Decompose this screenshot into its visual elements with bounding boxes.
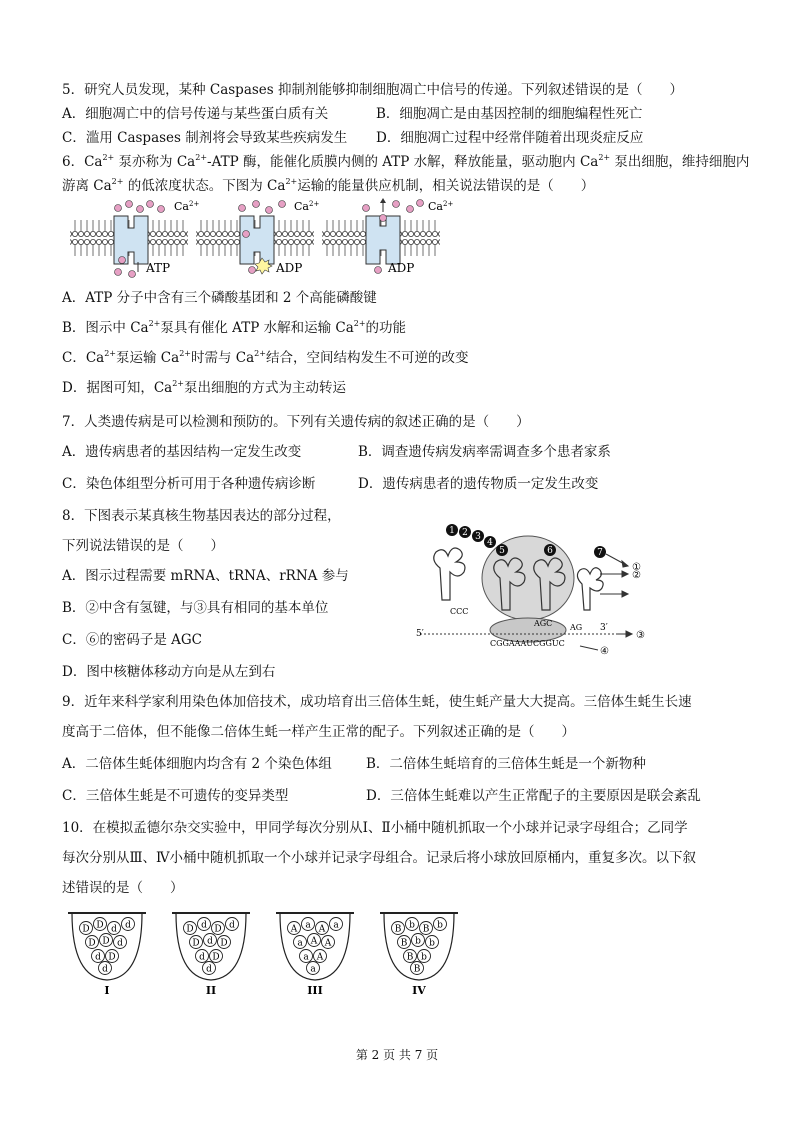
- ball-letter: d: [201, 920, 207, 931]
- q5-option-d: D．细胞凋亡过程中经常伴随着出现炎症反应: [376, 130, 644, 146]
- ball-letter: D: [102, 936, 110, 947]
- ball-letter: b: [415, 936, 421, 947]
- q9-option-a: A．二倍体生蚝体细胞内均含有 2 个染色体组: [62, 756, 332, 772]
- q6-option-a: A．ATP 分子中含有三个磷酸基团和 2 个高能磷酸键: [62, 290, 377, 306]
- circle-2: 2: [462, 528, 468, 538]
- q10-stem-line1: 10．在模拟孟德尔杂交实验中，甲同学每次分别从Ⅰ、Ⅱ小桶中随机抓取一个小球并记录字母组合；乙同学: [62, 820, 688, 836]
- bucket-3: [276, 913, 354, 997]
- ball-letter: D: [212, 952, 220, 963]
- ball-letter: b: [421, 952, 427, 963]
- q10-stem-line2: 每次分别从Ⅲ、Ⅳ小桶中随机抓取一个小球并记录字母组合。记录后将小球放回原桶内，重复多次。以下叙: [62, 850, 697, 866]
- ball-letter: d: [95, 952, 101, 963]
- circle-5: 5: [499, 546, 505, 556]
- label-c4: ④: [600, 646, 609, 657]
- ball-letter: d: [102, 964, 108, 975]
- label-c1: ①: [632, 562, 641, 573]
- q9-option-d: D．三倍体生蚝难以产生正常配子的主要原因是联会紊乱: [366, 788, 701, 804]
- ball-letter: B: [413, 964, 421, 975]
- buckets-figure: [68, 908, 488, 998]
- membrane-panel-2: [196, 200, 319, 275]
- translation-figure: [410, 518, 660, 658]
- ball-letter: b: [437, 920, 443, 931]
- circle-1: 1: [449, 526, 455, 536]
- ball-letter: A: [316, 952, 324, 963]
- ball-letter: a: [333, 920, 339, 931]
- ball-letter: D: [108, 952, 116, 963]
- ball-letter: D: [214, 924, 222, 935]
- ag-label: AG: [570, 623, 583, 632]
- label-c2: ②: [632, 570, 641, 581]
- ball-letter: b: [429, 938, 435, 949]
- ball-letter: A: [324, 938, 332, 949]
- ca-pump-figure: [66, 198, 466, 278]
- ball-letter: B: [394, 924, 402, 935]
- ball-letter: a: [310, 964, 316, 975]
- ball-letter: b: [409, 920, 415, 931]
- ball-letter: D: [192, 938, 200, 949]
- mrna-5prime: 5′: [416, 629, 424, 639]
- ca-label-3: $Ca^{2+}$: [428, 200, 454, 213]
- q5-option-a: A．细胞凋亡中的信号传递与某些蛋白质有关: [62, 106, 329, 122]
- ball-letter: d: [206, 964, 212, 975]
- adp-label-1: ADP: [276, 261, 303, 275]
- q6-stem-line1: 6．$Ca^{2+}$ 泵亦称为 $Ca^{2+}$-ATP 酶，能催化质膜内侧的 ATP 水解，释放能量，驱动胞内 $Ca^{2+}$ 泵出细胞，维持细胞内: [62, 153, 750, 170]
- ball-letter: B: [406, 952, 414, 963]
- bucket-label: I: [104, 984, 110, 997]
- anticodon-agc: AGC: [534, 619, 553, 628]
- q7-stem: 7．人类遗传病是可以检测和预防的。下列有关遗传病的叙述正确的是（ ）: [62, 414, 530, 430]
- q8-option-c: C．⑥的密码子是 AGC: [62, 632, 202, 648]
- bucket-label: III: [307, 984, 323, 997]
- ca-label-1: $Ca^{2+}$: [174, 200, 200, 213]
- ball-letter: d: [229, 920, 235, 931]
- q6-stem-line2: 游离 $Ca^{2+}$ 的低浓度状态。下图为 $Ca^{2+}$运输的能量供应机制，相关说法错误的是（ ）: [62, 177, 595, 194]
- label-c3: ③: [636, 630, 645, 641]
- mrna-3prime: 3′: [600, 623, 608, 633]
- ball-letter: d: [117, 938, 123, 949]
- ball-letter: d: [199, 952, 205, 963]
- q9-stem-line2: 度高于二倍体，但不能像二倍体生蚝一样产生正常的配子。下列叙述正确的是（ ）: [62, 724, 575, 740]
- ball-letter: a: [305, 920, 311, 931]
- ball-letter: A: [310, 936, 318, 947]
- q5-stem: 5．研究人员发现，某种 Caspases 抑制剂能够抑制细胞凋亡中信号的传递。下列叙述错误的是（ ）: [62, 82, 684, 98]
- bucket-2: [172, 913, 250, 997]
- ball-letter: A: [318, 924, 326, 935]
- ball-letter: d: [111, 924, 117, 935]
- circle-4: 4: [487, 538, 493, 548]
- q9-stem-line1: 9．近年来科学家利用染色体加倍技术，成功培育出三倍体生蚝，使生蚝产量大大提高。三倍体生蚝生长速: [62, 694, 692, 710]
- ball-letter: d: [125, 920, 131, 931]
- ball-letter: d: [207, 936, 213, 947]
- q7-option-d: D．遗传病患者的遗传物质一定发生改变: [358, 476, 599, 492]
- q8-stem-line2: 下列说法错误的是（ ）: [62, 538, 224, 554]
- circle-7: 7: [597, 548, 603, 558]
- mrna-sequence: CGGAAAUCGGUC: [490, 639, 565, 648]
- bucket-4: [380, 913, 458, 997]
- page-footer: 第 2 页 共 7 页: [355, 1048, 439, 1062]
- membrane-panel-3: [322, 198, 453, 275]
- ball-letter: D: [96, 920, 104, 931]
- adp-label-2: ADP: [388, 261, 415, 275]
- ball-letter: D: [88, 938, 96, 949]
- bucket-label: IV: [412, 984, 426, 997]
- ball-letter: B: [400, 938, 408, 949]
- q8-option-a: A．图示过程需要 mRNA、tRNA、rRNA 参与: [62, 568, 349, 584]
- q8-option-d: D．图中核糖体移动方向是从左到右: [62, 664, 276, 680]
- circle-6: 6: [547, 546, 553, 556]
- bucket-1: [68, 913, 146, 997]
- q6-option-c: C．$Ca^{2+}$泵运输 $Ca^{2+}$时需与 $Ca^{2+}$结合，空间结构发生不可逆的改变: [62, 349, 469, 366]
- ball-letter: A: [290, 924, 298, 935]
- q8-stem-line1: 8．下图表示某真核生物基因表达的部分过程，: [62, 508, 341, 524]
- q7-option-a: A．遗传病患者的基因结构一定发生改变: [62, 444, 302, 460]
- q9-option-c: C．三倍体生蚝是不可遗传的变异类型: [62, 788, 289, 804]
- q5-option-b: B．细胞凋亡是由基因控制的细胞编程性死亡: [376, 106, 643, 122]
- q6-option-b: B．图示中 $Ca^{2+}$泵具有催化 ATP 水解和运输 $Ca^{2+}$的功能: [62, 319, 407, 336]
- ca-label-2: $Ca^{2+}$: [294, 200, 320, 213]
- q9-option-b: B．二倍体生蚝培育的三倍体生蚝是一个新物种: [366, 756, 646, 772]
- ball-letter: D: [220, 938, 228, 949]
- q8-option-b: B．②中含有氢键，与③具有相同的基本单位: [62, 600, 329, 616]
- membrane-panel-1: [70, 200, 199, 278]
- ball-letter: a: [297, 938, 303, 949]
- q7-option-b: B．调查遗传病发病率需调查多个患者家系: [358, 444, 611, 460]
- circle-3: 3: [475, 532, 481, 542]
- q7-option-c: C．染色体组型分析可用于各种遗传病诊断: [62, 476, 316, 492]
- bucket-label: II: [205, 984, 217, 997]
- q6-option-d: D．据图可知，$Ca^{2+}$泵出细胞的方式为主动转运: [62, 379, 346, 396]
- ball-letter: B: [422, 924, 430, 935]
- q10-stem-line3: 述错误的是（ ）: [62, 880, 184, 896]
- ball-letter: a: [303, 952, 309, 963]
- codon-ccc: CCC: [450, 607, 469, 616]
- atp-label: ATP: [146, 261, 171, 275]
- ball-letter: D: [82, 924, 90, 935]
- ball-letter: D: [186, 924, 194, 935]
- q5-option-c: C．滥用 Caspases 制剂将会导致某些疾病发生: [62, 130, 348, 146]
